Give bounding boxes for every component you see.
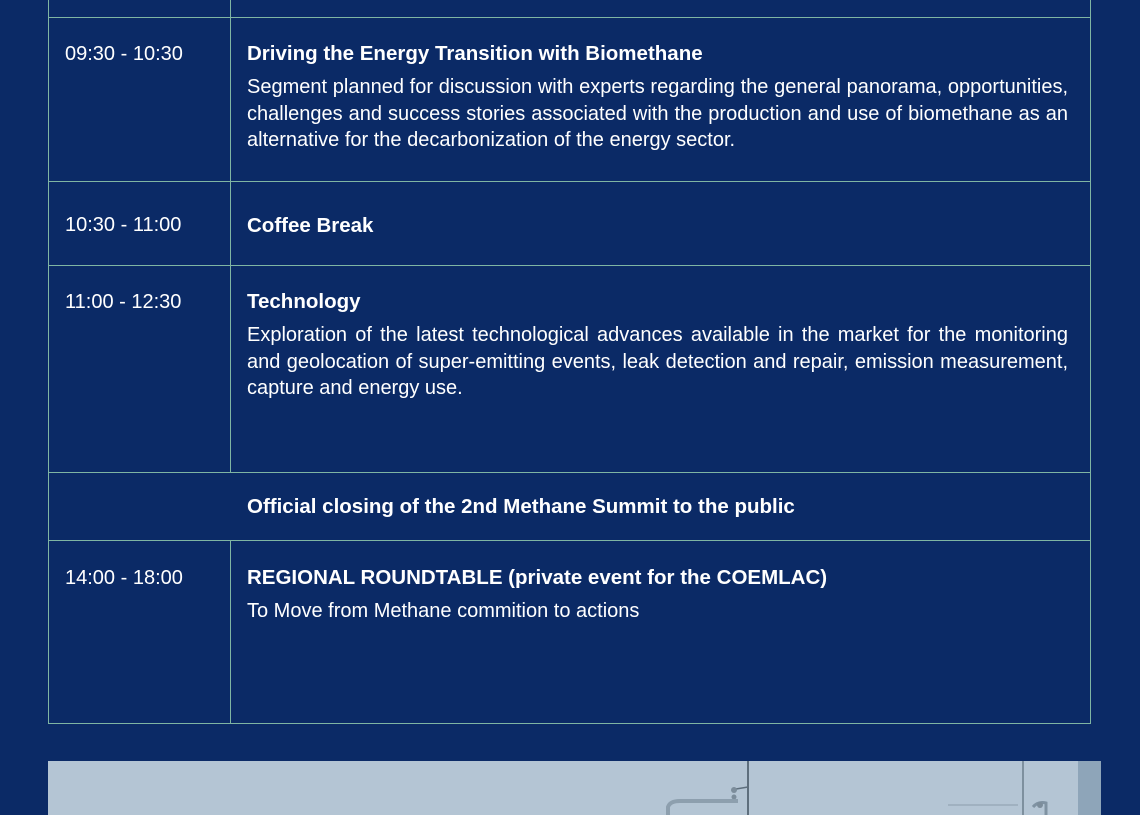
time-column xyxy=(49,266,231,472)
agenda-row-closing xyxy=(49,472,1090,540)
industrial-skyline-image xyxy=(48,761,1101,815)
agenda-row xyxy=(49,265,1090,472)
session-content xyxy=(247,565,1068,625)
agenda-table xyxy=(48,0,1091,724)
session-title: REGIONAL ROUNDTABLE (private event for the COEMLAC) xyxy=(247,566,828,589)
session-time: 10:30 - 11:00 xyxy=(65,214,182,236)
agenda-row xyxy=(49,540,1090,724)
session-description: Segment planned for discussion with experts regarding the general panorama, opportunities, challenges and success stories associated with the production and use of biomethane as an alternative for the decarbonization of the energy sector. xyxy=(247,76,1068,151)
session-content xyxy=(247,494,1068,520)
industrial-facility-photo xyxy=(48,761,1101,815)
session-description: To Move from Methane commition to actions xyxy=(247,600,640,622)
session-title: Coffee Break xyxy=(247,214,374,237)
agenda-row xyxy=(49,17,1090,181)
time-column xyxy=(49,18,231,181)
session-description: Exploration of the latest technological advances available in the market for the monitoring and geolocation of super-emitting events, leak detection and repair, emission measurement, capture and energy use. xyxy=(247,324,1068,399)
session-content xyxy=(247,41,1068,154)
session-time: 11:00 - 12:30 xyxy=(65,291,182,313)
session-title: Official closing of the 2nd Methane Summit to the public xyxy=(247,495,795,518)
time-column xyxy=(49,182,231,265)
session-title: Technology xyxy=(247,290,361,313)
agenda-row xyxy=(49,181,1090,265)
agenda-row-partial xyxy=(49,0,1090,17)
session-content xyxy=(247,289,1068,402)
time-column xyxy=(49,0,231,17)
session-time: 09:30 - 10:30 xyxy=(65,43,183,65)
session-time: 14:00 - 18:00 xyxy=(65,567,183,589)
session-title: Driving the Energy Transition with Biomethane xyxy=(247,42,703,65)
time-column xyxy=(49,541,231,724)
session-content xyxy=(247,213,1068,239)
